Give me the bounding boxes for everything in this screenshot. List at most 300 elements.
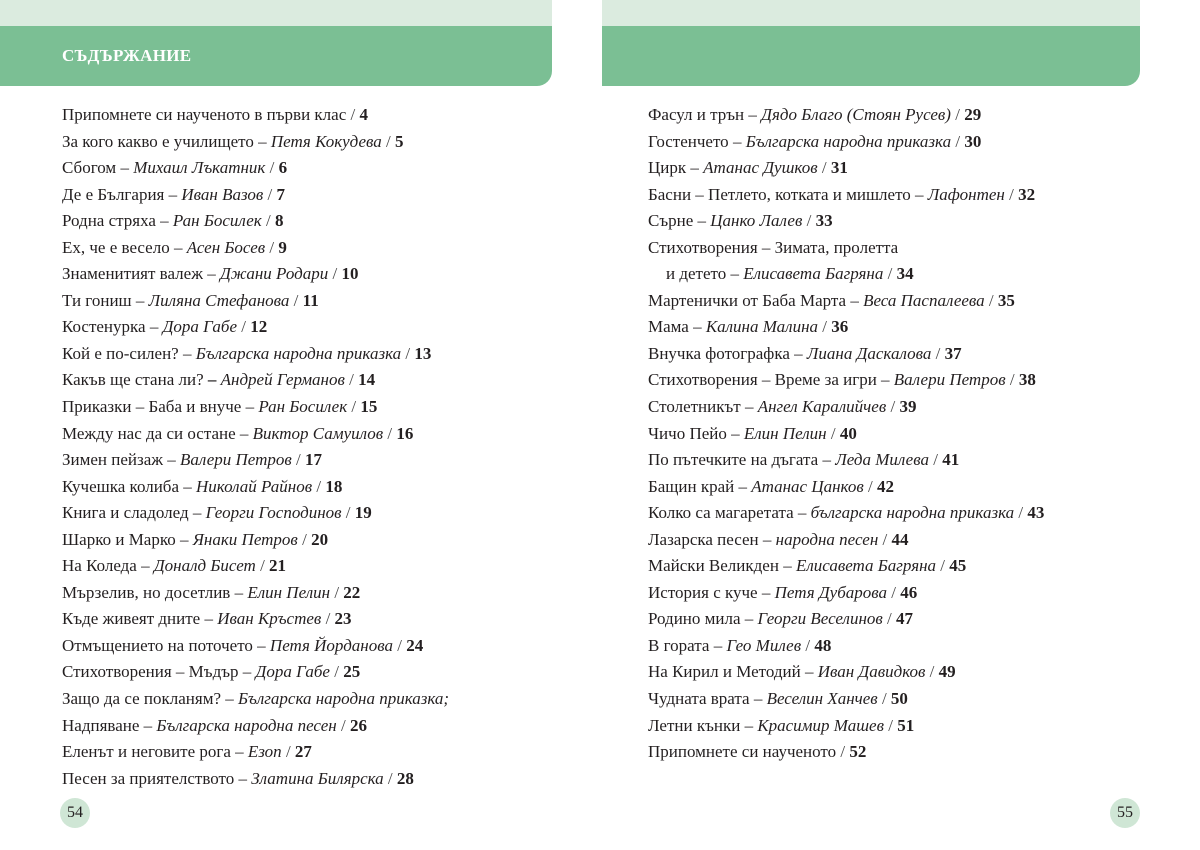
- toc-entry-author: Дора Габе: [255, 662, 330, 682]
- toc-entry-page: 34: [896, 264, 914, 284]
- toc-entry-author: Българска народна приказка;: [238, 689, 450, 709]
- toc-entry-page: 37: [944, 343, 962, 363]
- toc-entry-title: Родино мила: [648, 609, 741, 629]
- toc-entry: [62, 553, 542, 580]
- toc-entry-dash: –: [734, 476, 752, 496]
- toc-entry-title: Какъв ще стана ли?: [62, 370, 204, 390]
- toc-entry: [648, 394, 1138, 421]
- toc-entry: [648, 288, 1138, 315]
- toc-entry-dash: –: [238, 662, 256, 682]
- toc-entry-page: 6: [278, 158, 288, 178]
- toc-entry-author: Българска народна приказка: [195, 343, 402, 363]
- toc-entry-author: Красимир Машев: [757, 715, 884, 735]
- toc-entry-page: 23: [334, 609, 352, 629]
- toc-entry-author: Валери Петров: [893, 370, 1006, 390]
- toc-entry-author: Виктор Самуилов: [252, 423, 384, 443]
- toc-entry-dash: –: [910, 184, 928, 204]
- toc-entry: [62, 208, 542, 235]
- toc-entry-title: Лазарска песен: [648, 529, 759, 549]
- toc-entry-dash: –: [726, 423, 744, 443]
- toc-entry-author: Атанас Цанков: [751, 476, 864, 496]
- toc-entry-title: В гората: [648, 635, 710, 655]
- toc-entry-separator: /: [984, 290, 998, 310]
- toc-entry-page: 24: [406, 635, 424, 655]
- toc-entry-author: Елисавета Багряна: [795, 556, 937, 576]
- toc-entry-author: Веселин Ханчев: [766, 689, 878, 709]
- toc-entry-dash: –: [876, 370, 894, 390]
- toc-entry-separator: /: [347, 397, 361, 417]
- toc-entry: [62, 686, 542, 713]
- toc-entry: [648, 261, 1138, 288]
- toc-entry-separator: /: [346, 105, 360, 124]
- toc-entry-dash: –: [778, 556, 796, 576]
- toc-entry-separator: /: [883, 264, 897, 284]
- toc-entry-title: Колко са магаретата: [648, 503, 794, 523]
- toc-entry-separator: /: [289, 290, 303, 310]
- toc-entry-author: Елин Пелин: [247, 582, 331, 602]
- toc-entry-dash: –: [155, 211, 173, 231]
- toc-entry-title: Еленът и неговите рога: [62, 742, 231, 762]
- left-page: [0, 0, 560, 850]
- toc-entry-separator: /: [929, 450, 943, 470]
- toc-entry-author: Андрей Германов: [220, 370, 345, 390]
- toc-entry: [648, 235, 1138, 262]
- toc-entry-separator: /: [329, 662, 344, 682]
- toc-entry-dash: –: [200, 609, 218, 629]
- toc-entry-page: 45: [949, 556, 967, 576]
- toc-entry-page: 20: [311, 529, 329, 549]
- toc-entry-dash: –: [164, 184, 182, 204]
- header-band-light: [602, 0, 1140, 26]
- toc-entry: [62, 474, 542, 501]
- toc-entry-page: 31: [830, 158, 848, 178]
- toc-entry: [62, 314, 542, 341]
- toc-entry-title: Сбогом: [62, 158, 117, 178]
- toc-entry-title: Бащин край: [648, 476, 735, 496]
- toc-entry-author: Веса Паспалеева: [863, 290, 985, 310]
- toc-entry: [62, 447, 542, 474]
- toc-entry-page: 32: [1018, 184, 1036, 204]
- toc-entry-separator: /: [261, 211, 275, 231]
- toc-entry-dash: –: [749, 689, 767, 709]
- toc-entry-separator: /: [1004, 184, 1019, 204]
- toc-entry: [648, 341, 1138, 368]
- toc-entry-title: Песен за приятелството: [62, 768, 235, 788]
- toc-entry-separator: /: [255, 556, 270, 576]
- toc-entry-separator: /: [925, 662, 939, 682]
- toc-entry: [648, 606, 1138, 633]
- toc-entry: [62, 182, 542, 209]
- toc-entry-separator: /: [950, 105, 965, 124]
- toc-entry-author: Златина Билярска: [251, 768, 384, 788]
- toc-entry-page: 14: [358, 370, 376, 390]
- toc-entry-author: Николай Райнов: [196, 476, 313, 496]
- toc-entry-page: 39: [899, 397, 917, 417]
- toc-entry-title: Мартенички от Баба Марта: [648, 290, 847, 310]
- toc-entry-dash: –: [203, 370, 221, 390]
- toc-entry-dash: –: [145, 317, 163, 337]
- toc-entry-dash: –: [758, 529, 776, 549]
- toc-entry-author: Атанас Душков: [703, 158, 818, 178]
- toc-entry: [62, 606, 542, 633]
- toc-entry: [62, 659, 542, 686]
- toc-entry: [648, 739, 1138, 766]
- toc-entry-page: 30: [964, 131, 982, 151]
- toc-entry-page: 44: [891, 529, 909, 549]
- toc-entry-title: Мама: [648, 317, 689, 337]
- toc-entry-author: Петя Йорданова: [269, 635, 394, 655]
- toc-entry-dash: –: [709, 635, 727, 655]
- toc-entry-title: Басни – Петлето, котката и мишлето: [648, 184, 911, 204]
- toc-entry: [648, 155, 1138, 182]
- toc-entry-title: Знаменитият валеж: [62, 264, 203, 284]
- toc-entry-page: 48: [814, 635, 832, 655]
- toc-entry-author: Джани Родари: [219, 264, 329, 284]
- toc-entry-title: Майски Великден: [648, 556, 779, 576]
- toc-entry-author: Българска народна песен: [156, 715, 337, 735]
- toc-entry-title: За кого какво е училището: [62, 131, 254, 151]
- toc-entry-dash: –: [253, 131, 271, 151]
- toc-entry-separator: /: [836, 742, 850, 762]
- toc-entry-separator: /: [263, 184, 277, 204]
- toc-entry-page: 5: [395, 131, 404, 151]
- toc-entry-dash: –: [241, 397, 259, 417]
- toc-entry-separator: /: [887, 582, 901, 602]
- toc-entry-dash: –: [740, 609, 758, 629]
- toc-entry: [648, 500, 1138, 527]
- toc-entry: [62, 288, 542, 315]
- toc-entry: [62, 580, 542, 607]
- toc-entry-separator: /: [312, 476, 326, 496]
- toc-entry-title: Къде живеят дните: [62, 609, 201, 629]
- toc-entry: [62, 261, 542, 288]
- toc-entry-author: Българска народна приказка: [745, 131, 952, 151]
- toc-entry-separator: /: [878, 529, 892, 549]
- toc-entry-title: По пътечките на дъгата: [648, 450, 819, 470]
- toc-entry-author: Дядо Благо (Стоян Русев): [761, 105, 951, 124]
- toc-entry-author: Георги Господинов: [205, 503, 342, 523]
- toc-entry-title: Припомнете си наученото: [648, 742, 837, 762]
- toc-entry: [648, 553, 1138, 580]
- toc-entry-title: Приказки – Баба и внуче: [62, 397, 242, 417]
- toc-entry-author: Леда Милева: [835, 450, 929, 470]
- toc-entry-page: 18: [325, 476, 343, 496]
- toc-entry-page: 7: [276, 184, 286, 204]
- toc-entry-separator: /: [383, 423, 397, 443]
- toc-entry-dash: –: [728, 131, 746, 151]
- toc-entry-title: Припомнете си наученото в първи клас: [62, 105, 347, 124]
- toc-entry: [648, 580, 1138, 607]
- toc-entry-separator: /: [801, 635, 815, 655]
- toc-entry-title: Ти гониш: [62, 290, 132, 310]
- toc-entry-author: Петя Кокудева: [270, 131, 382, 151]
- toc-entry: [648, 182, 1138, 209]
- toc-entry: [62, 713, 542, 740]
- toc-entry: [648, 314, 1138, 341]
- toc-entry-author: Янаки Петров: [192, 529, 298, 549]
- table-of-contents-right: [648, 102, 1138, 766]
- toc-entry-dash: –: [800, 662, 818, 682]
- toc-entry-separator: /: [882, 609, 897, 629]
- toc-entry-separator: /: [802, 211, 816, 231]
- toc-entry-author: Езоп: [247, 742, 282, 762]
- toc-entry-page: 41: [942, 450, 960, 470]
- toc-entry: [648, 527, 1138, 554]
- toc-entry-separator: /: [393, 635, 407, 655]
- toc-entry: [648, 633, 1138, 660]
- toc-entry-separator: /: [886, 397, 900, 417]
- toc-entry-dash: –: [230, 742, 248, 762]
- toc-entry-author: Елисавета Багряна: [743, 264, 884, 284]
- toc-entry-dash: –: [169, 237, 187, 257]
- toc-entry-page: 51: [897, 715, 915, 735]
- toc-entry-separator: /: [265, 158, 279, 178]
- toc-entry-page: 33: [815, 211, 833, 231]
- toc-entry-separator: /: [381, 131, 396, 151]
- toc-entry: [648, 208, 1138, 235]
- toc-entry-title: На Кирил и Методий: [648, 662, 801, 682]
- toc-entry-page: 47: [896, 609, 914, 629]
- toc-entry-title: Родна стряха: [62, 211, 156, 231]
- toc-entry-dash: –: [757, 582, 775, 602]
- toc-entry-author: Дора Габе: [162, 317, 238, 337]
- toc-entry: [62, 766, 542, 793]
- toc-entry-page: 26: [349, 715, 367, 735]
- toc-entry: [62, 739, 542, 766]
- toc-entry-page: 50: [890, 689, 908, 709]
- toc-entry-title: и детето: [666, 264, 727, 284]
- header-band-light: [0, 0, 552, 26]
- toc-entry-page: 15: [360, 397, 378, 417]
- toc-entry-dash: –: [178, 343, 196, 363]
- toc-entry-title: Защо да се покланям?: [62, 689, 222, 709]
- toc-entry-separator: /: [328, 264, 342, 284]
- toc-entry-page: 16: [396, 423, 414, 443]
- toc-entry-title: Шарко и Марко: [62, 529, 176, 549]
- toc-entry-title: Надпяване: [62, 715, 140, 735]
- toc-entry-dash: –: [846, 290, 864, 310]
- toc-entry: [62, 633, 542, 660]
- toc-entry-page: 29: [964, 105, 982, 124]
- toc-entry-dash: –: [744, 105, 762, 124]
- toc-entry-title: Отмъщението на поточето: [62, 635, 253, 655]
- toc-entry-title: История с куче: [648, 582, 758, 602]
- toc-entry-separator: /: [336, 715, 350, 735]
- toc-entry-title: На Коледа: [62, 556, 137, 576]
- toc-entry-title: Летни кънки: [648, 715, 741, 735]
- toc-entry-dash: –: [688, 317, 706, 337]
- toc-entry-dash: –: [136, 556, 154, 576]
- toc-entry-page: 10: [341, 264, 359, 284]
- toc-entry-page: 52: [849, 742, 867, 762]
- toc-entry: [62, 129, 542, 156]
- toc-entry-page: 19: [354, 503, 372, 523]
- toc-entry-title: Стихотворения – Мъдър: [62, 662, 239, 682]
- toc-entry-page: 8: [274, 211, 284, 231]
- toc-entry-separator: /: [817, 158, 831, 178]
- toc-entry: [648, 686, 1138, 713]
- toc-entry: [648, 474, 1138, 501]
- toc-entry-author: Михаил Лъкатник: [133, 158, 266, 178]
- toc-entry-page: 36: [831, 317, 849, 337]
- toc-entry-dash: –: [175, 529, 193, 549]
- toc-entry-author: Валери Петров: [180, 450, 292, 470]
- toc-entry-author: Иван Кръстев: [217, 609, 322, 629]
- toc-entry-separator: /: [818, 317, 832, 337]
- toc-entry-title: Фасул и трън: [648, 105, 745, 124]
- toc-entry-dash: –: [234, 768, 252, 788]
- toc-entry-author: Ангел Каралийчев: [757, 397, 887, 417]
- toc-entry-separator: /: [826, 423, 840, 443]
- toc-entry-separator: /: [877, 689, 891, 709]
- toc-entry-author: Петя Дубарова: [774, 582, 888, 602]
- toc-entry-title: Между нас да си остане: [62, 423, 236, 443]
- toc-entry-page: 46: [900, 582, 918, 602]
- toc-entry-dash: –: [793, 503, 811, 523]
- toc-entry: [648, 421, 1138, 448]
- toc-entry-page: 35: [997, 290, 1015, 310]
- toc-entry-separator: /: [1014, 503, 1028, 523]
- toc-entry-page: 17: [305, 450, 323, 470]
- toc-entry: [648, 367, 1138, 394]
- toc-entry-title: Стихотворения – Време за игри: [648, 370, 877, 390]
- toc-entry-separator: /: [265, 237, 279, 257]
- toc-entry-author: Лафонтен: [927, 184, 1005, 204]
- toc-entry: [648, 447, 1138, 474]
- toc-entry-title: Зимен пейзаж: [62, 450, 164, 470]
- toc-entry-title: Чичо Пейо: [648, 423, 727, 443]
- toc-entry-page: 40: [839, 423, 857, 443]
- toc-entry: [62, 235, 542, 262]
- toc-entry-page: 9: [278, 237, 287, 257]
- toc-entry-page: 38: [1018, 370, 1036, 390]
- toc-entry-separator: /: [321, 609, 335, 629]
- toc-entry: [62, 341, 542, 368]
- toc-entry-dash: –: [188, 503, 206, 523]
- toc-entry-author: Иван Давидков: [817, 662, 926, 682]
- toc-entry-title: Де е България: [62, 184, 165, 204]
- toc-entry-separator: /: [401, 343, 415, 363]
- toc-entry: [62, 155, 542, 182]
- toc-entry-author: Лиляна Стефанова: [148, 290, 290, 310]
- toc-entry-author: Иван Вазов: [181, 184, 264, 204]
- toc-entry-title: Сърне: [648, 211, 694, 231]
- toc-entry: [62, 394, 542, 421]
- toc-entry-dash: –: [179, 476, 196, 496]
- toc-entry-page: 25: [343, 662, 361, 682]
- toc-entry-dash: –: [230, 582, 248, 602]
- toc-entry-separator: /: [863, 476, 877, 496]
- toc-entry: [62, 367, 542, 394]
- toc-entry-dash: –: [163, 450, 181, 470]
- toc-entry-title: Внучка фотографка: [648, 343, 790, 363]
- toc-entry-separator: /: [883, 715, 898, 735]
- toc-entry-page: 13: [414, 343, 432, 363]
- toc-entry-dash: –: [252, 635, 270, 655]
- toc-entry-page: 21: [269, 556, 287, 576]
- toc-entry-dash: –: [740, 397, 758, 417]
- toc-entry-page: 12: [250, 317, 268, 337]
- page-title: СЪДЪРЖАНИЕ: [62, 46, 192, 65]
- toc-entry-author: Гео Милев: [726, 635, 802, 655]
- toc-entry-page: 42: [876, 476, 894, 496]
- toc-entry: [648, 129, 1138, 156]
- toc-entry-page: 27: [294, 742, 312, 762]
- toc-entry-title: Ех, че е весело: [62, 237, 170, 257]
- toc-entry-page: 4: [359, 105, 368, 124]
- toc-entry-separator: /: [281, 742, 295, 762]
- header-band: [602, 26, 1140, 86]
- toc-entry-separator: /: [237, 317, 251, 337]
- toc-entry-separator: /: [931, 343, 945, 363]
- toc-entry-author: Калина Малина: [705, 317, 819, 337]
- toc-entry: [648, 713, 1138, 740]
- toc-entry: [62, 500, 542, 527]
- toc-entry-separator: /: [291, 450, 306, 470]
- toc-entry: [648, 102, 1138, 129]
- right-page: [602, 0, 1200, 850]
- toc-entry-dash: –: [221, 689, 239, 709]
- toc-entry-dash: –: [131, 290, 149, 310]
- toc-entry-title: Кой е по-силен?: [62, 343, 179, 363]
- toc-entry-author: народна песен: [775, 529, 879, 549]
- toc-entry-title: Стихотворения – Зимата, пролетта: [648, 237, 899, 257]
- toc-entry-separator: /: [341, 503, 355, 523]
- toc-entry-page: 28: [396, 768, 414, 788]
- toc-entry-title: Чудната врата: [648, 689, 750, 709]
- page-number-badge: 55: [1110, 798, 1140, 828]
- toc-entry: [62, 421, 542, 448]
- toc-entry-author: Ран Босилек: [258, 397, 348, 417]
- toc-entry-dash: –: [740, 715, 758, 735]
- toc-entry-dash: –: [686, 158, 704, 178]
- toc-entry-page: 22: [343, 582, 361, 602]
- toc-entry-author: българска народна приказка: [810, 503, 1015, 523]
- toc-entry-dash: –: [726, 264, 744, 284]
- toc-entry-separator: /: [951, 131, 965, 151]
- toc-entry-dash: –: [202, 264, 220, 284]
- toc-entry-title: Цирк: [648, 158, 687, 178]
- toc-entry-author: Георги Веселинов: [757, 609, 883, 629]
- toc-entry-page: 11: [302, 290, 319, 310]
- toc-entry-dash: –: [693, 211, 711, 231]
- toc-entry: [62, 102, 542, 129]
- toc-entry-separator: /: [936, 556, 950, 576]
- toc-entry-title: Книга и сладолед: [62, 503, 189, 523]
- toc-entry: [62, 527, 542, 554]
- toc-entry-dash: –: [116, 158, 134, 178]
- toc-entry-dash: –: [789, 343, 807, 363]
- toc-entry-separator: /: [344, 370, 359, 390]
- table-of-contents-left: [62, 102, 542, 792]
- toc-entry-author: Цанко Лалев: [710, 211, 803, 231]
- toc-entry-author: Ран Босилек: [172, 211, 262, 231]
- toc-entry-dash: –: [818, 450, 836, 470]
- toc-entry-author: Доналд Бисет: [153, 556, 256, 576]
- toc-entry-separator: /: [1005, 370, 1019, 390]
- toc-entry-page: 43: [1027, 503, 1045, 523]
- toc-entry-title: Кучешка колиба: [62, 476, 179, 496]
- toc-entry-author: Лиана Даскалова: [806, 343, 932, 363]
- toc-entry-dash: –: [139, 715, 157, 735]
- toc-entry-title: Столетникът: [648, 397, 741, 417]
- page-number-badge: 54: [60, 798, 90, 828]
- toc-entry-separator: /: [297, 529, 312, 549]
- toc-entry-author: Асен Босев: [186, 237, 266, 257]
- toc-entry-page: 49: [938, 662, 956, 682]
- toc-entry-separator: /: [383, 768, 397, 788]
- toc-entry-title: Костенурка: [62, 317, 146, 337]
